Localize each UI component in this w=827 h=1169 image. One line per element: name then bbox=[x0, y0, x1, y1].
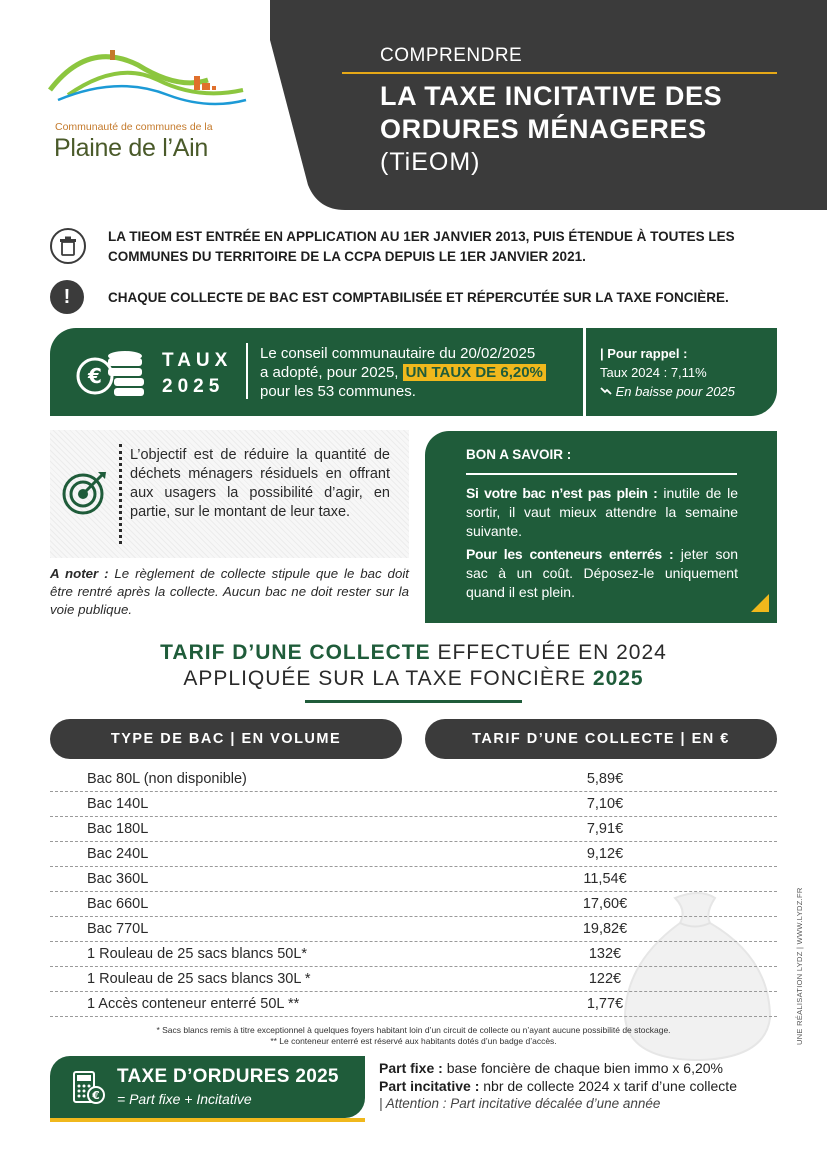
row-price: 122€ bbox=[588, 971, 622, 987]
trend-down-icon bbox=[600, 386, 612, 396]
taux-highlight: UN TAUX DE 6,20% bbox=[403, 364, 546, 381]
svg-text:€: € bbox=[88, 364, 102, 388]
tarif-heading-1 bbox=[0, 641, 827, 665]
row-price: 1,77€ bbox=[586, 996, 624, 1012]
row-price: 9,12€ bbox=[586, 846, 624, 862]
note-label: A noter : bbox=[50, 566, 109, 581]
note-body: Le règlement de collecte stipule que le bac doit être rentré après la collecte. Aucun bac ne doit rester sur la voie publique. bbox=[50, 566, 409, 617]
info-application bbox=[108, 227, 788, 267]
rappel-title: | Pour rappel : bbox=[600, 346, 688, 361]
row-type: Bac 660L bbox=[87, 896, 149, 912]
table-row bbox=[50, 791, 777, 817]
row-type: 1 Rouleau de 25 sacs blancs 30L * bbox=[87, 971, 311, 987]
table-row bbox=[50, 891, 777, 917]
row-price: 11,54€ bbox=[583, 871, 627, 887]
tarif-heading2-rest: APPLIQUÉE SUR LA TAXE FONCIÈRE bbox=[183, 667, 587, 690]
credit-text: UNE RÉALISATION LYDZ | WWW.LYDZ.FR bbox=[795, 887, 804, 1045]
table-row bbox=[50, 866, 777, 892]
tarif-underline bbox=[305, 700, 522, 703]
title-line-2: ORDURES MÉNAGERES bbox=[380, 114, 707, 144]
kicker: COMPRENDRE bbox=[380, 45, 523, 66]
part-fixe-text: base foncière de chaque bien immo x 6,20% bbox=[446, 1060, 723, 1076]
page-title bbox=[380, 80, 800, 146]
row-type: Bac 770L bbox=[87, 921, 149, 937]
info-line-2: COMMUNES DU TERRITOIRE DE LA CCPA DEPUIS LE 1ER JANVIER 2021. bbox=[108, 249, 586, 264]
column-header-type: TYPE DE BAC | EN VOLUME bbox=[50, 719, 402, 759]
row-type: Bac 140L bbox=[87, 796, 149, 812]
target-icon bbox=[62, 469, 108, 515]
part-incitative-text: nbr de collecte 2024 x tarif d’une collecte bbox=[483, 1078, 737, 1094]
calculator-icon bbox=[73, 1071, 105, 1105]
objective-text: L’objectif est de réduire la quantité de déchets ménagers résiduels en offrant aux usagers la possibilité d’agir, en partie, sur le montant de leur taxe. bbox=[130, 447, 390, 520]
row-type: Bac 360L bbox=[87, 871, 149, 887]
taux-label-word: TAUX bbox=[162, 350, 233, 371]
info-line-1: LA TIEOM EST ENTRÉE EN APPLICATION AU 1ER JANVIER 2013, PUIS ÉTENDUE À TOUTES LES bbox=[108, 229, 735, 244]
row-type: Bac 180L bbox=[87, 821, 149, 837]
rappel-divider bbox=[583, 328, 586, 416]
p1-bold: Si votre bac n’est pas plein : bbox=[466, 485, 658, 501]
column-header-tarif: TARIF D’UNE COLLECTE | EN € bbox=[425, 719, 777, 759]
ccpa-logo-icon bbox=[48, 45, 248, 115]
bon-a-savoir-p2 bbox=[466, 545, 738, 602]
p2-text: jeter son sac à un coût. Déposez-le uniquement quand il est plein. bbox=[466, 546, 739, 600]
coins-icon bbox=[75, 348, 147, 398]
row-price: 17,60€ bbox=[582, 896, 628, 912]
taux-text-a: Le conseil communautaire du 20/02/2025 bbox=[260, 345, 536, 362]
kicker-underline bbox=[342, 72, 777, 74]
title-line-1: LA TAXE INCITATIVE DES bbox=[380, 81, 723, 111]
table-row bbox=[50, 841, 777, 867]
part-fixe-label: Part fixe : bbox=[379, 1060, 443, 1076]
row-type: 1 Rouleau de 25 sacs blancs 50L* bbox=[87, 946, 308, 962]
tarif-heading-rest: EFFECTUÉE EN 2024 bbox=[437, 641, 667, 664]
attention-note: | Attention : Part incitative décalée d’une année bbox=[379, 1096, 661, 1111]
brand-name: Plaine de l’Ain bbox=[54, 134, 208, 162]
tarif-heading-bold: TARIF D’UNE COLLECTE bbox=[160, 641, 431, 664]
table-row bbox=[50, 991, 777, 1017]
rappel-box bbox=[600, 344, 735, 401]
p1-text: inutile de le sortir, il vaut mieux attendre la semaine suivante. bbox=[466, 485, 739, 539]
tarif-heading-2 bbox=[0, 667, 827, 691]
taux-text-c: pour les 53 communes. bbox=[260, 383, 416, 400]
bon-a-savoir-title: BON A SAVOIR : bbox=[466, 447, 572, 462]
rappel-value: Taux 2024 : 7,11% bbox=[600, 365, 707, 380]
footnote-2: ** Le conteneur enterré est réservé aux habitants dotés d’un badge d’accès. bbox=[270, 1036, 557, 1046]
note-text bbox=[50, 565, 409, 619]
row-price: 7,91€ bbox=[586, 821, 624, 837]
p2-bold: Pour les conteneurs enterrés : bbox=[466, 546, 674, 562]
row-price: 132€ bbox=[588, 946, 622, 962]
row-price: 7,10€ bbox=[586, 796, 624, 812]
table-row bbox=[50, 941, 777, 967]
taux-label bbox=[162, 348, 232, 400]
table-row bbox=[50, 766, 777, 792]
row-price: 5,89€ bbox=[586, 771, 624, 787]
row-type: 1 Accès conteneur enterré 50L ** bbox=[87, 996, 300, 1012]
row-type: Bac 80L (non disponible) bbox=[87, 771, 247, 787]
info-collecte: CHAQUE COLLECTE DE BAC EST COMPTABILISÉE ET RÉPERCUTÉE SUR LA TAXE FONCIÈRE. bbox=[108, 290, 729, 305]
exclamation-icon: ! bbox=[50, 280, 84, 314]
table-row bbox=[50, 816, 777, 842]
row-type: Bac 240L bbox=[87, 846, 149, 862]
bon-a-savoir-p1 bbox=[466, 484, 738, 541]
table-row bbox=[50, 916, 777, 942]
taux-description bbox=[260, 344, 578, 401]
objective-divider bbox=[119, 444, 122, 544]
row-price: 19,82€ bbox=[582, 921, 628, 937]
corner-triangle bbox=[751, 594, 769, 612]
taxe-subtitle: = Part fixe + Incitative bbox=[117, 1091, 252, 1107]
part-incitative-label: Part incitative : bbox=[379, 1078, 480, 1094]
trash-bin-icon bbox=[50, 228, 86, 264]
bon-a-savoir-underline bbox=[466, 473, 737, 475]
taxe-box-accent bbox=[50, 1118, 365, 1122]
svg-text:€: € bbox=[92, 1089, 100, 1102]
brand-subtitle: Communauté de communes de la bbox=[55, 121, 213, 133]
footnote-1: * Sacs blancs remis à titre exceptionnel à quelques foyers habitant loin d’un circuit de collecte ou n’ayant aucune possibilité de stockage. bbox=[156, 1025, 671, 1035]
tarif-heading2-year: 2025 bbox=[592, 667, 644, 690]
table-row bbox=[50, 966, 777, 992]
rappel-trend: En baisse pour 2025 bbox=[615, 384, 735, 399]
taxe-title: TAXE D’ORDURES 2025 bbox=[117, 1066, 339, 1087]
page-subtitle: (TiEOM) bbox=[380, 148, 481, 176]
taux-text-b: a adopté, pour 2025, bbox=[260, 364, 399, 381]
formula-block bbox=[379, 1059, 737, 1113]
taux-divider bbox=[246, 343, 248, 399]
taux-label-year: 2025 bbox=[162, 376, 225, 397]
